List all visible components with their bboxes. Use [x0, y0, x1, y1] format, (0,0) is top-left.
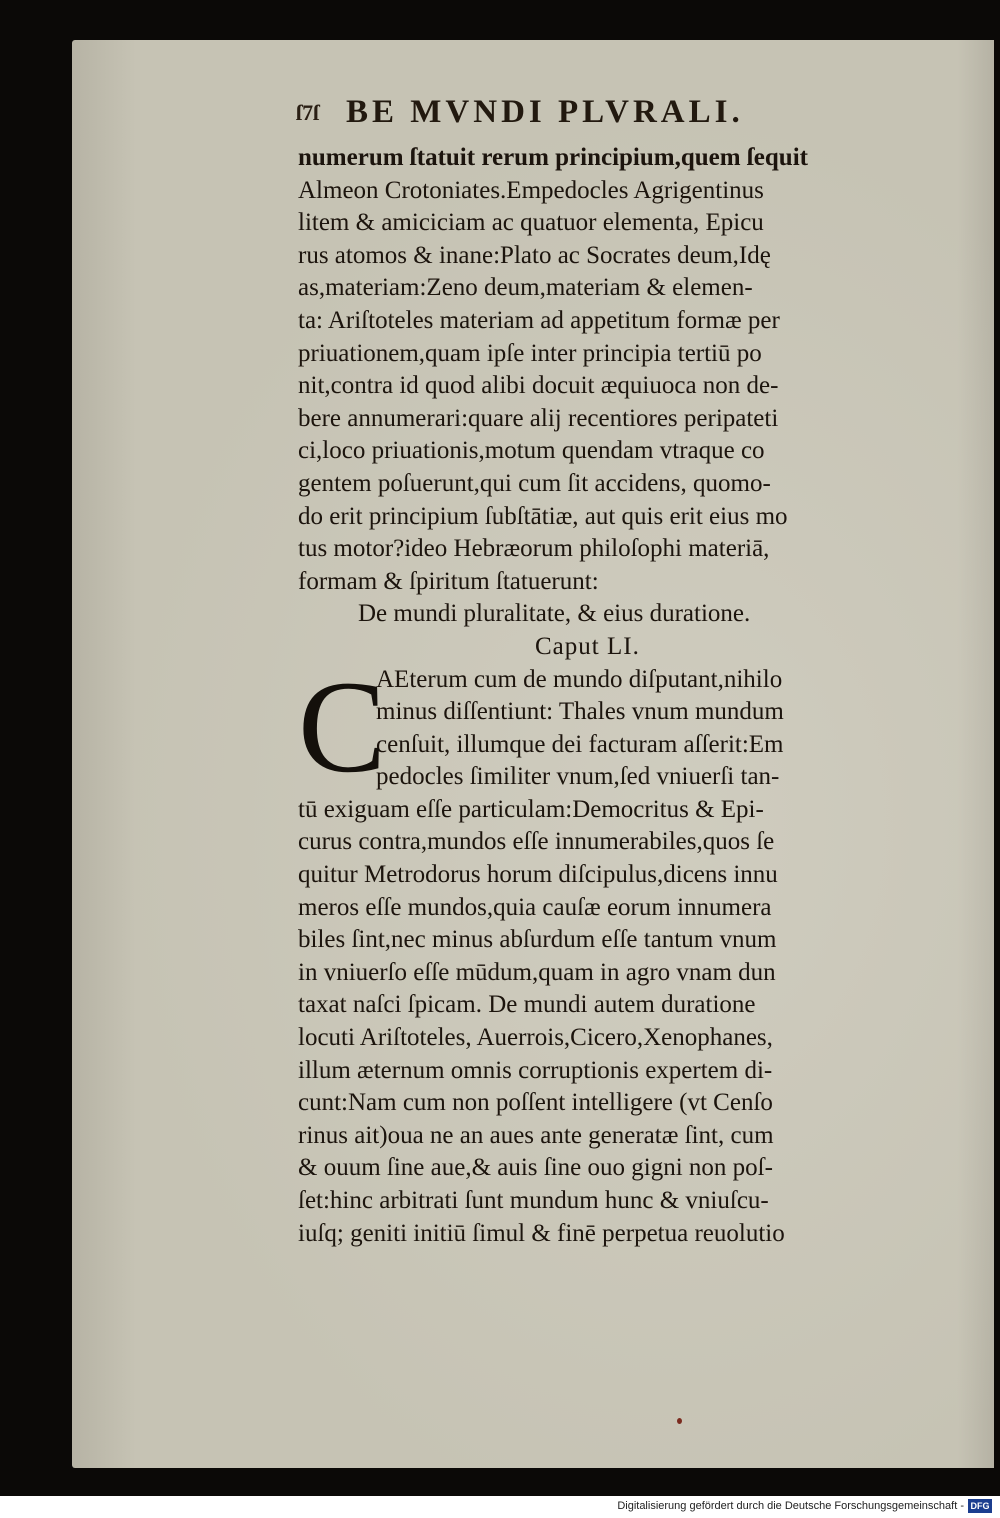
text-line: illum æternum omnis corruptionis expertem di-	[298, 1056, 773, 1084]
text-line: as,materiam:Zeno deum,materiam & elemen-	[298, 274, 753, 302]
paragraph-after-initial	[298, 794, 943, 1250]
text-line: curus contra,mundos eſſe innumerabiles,quos ſe	[298, 828, 775, 856]
chapter-heading: Caput LI.	[535, 632, 640, 660]
drop-initial: C	[298, 652, 387, 800]
text-line: AEterum cum de mundo diſputant,nihilo	[376, 665, 783, 693]
text-line: formam & ſpiritum ſtatuerunt:	[298, 567, 599, 595]
ink-spot	[677, 1418, 682, 1424]
text-line: rus atomos & inane:Plato ac Socrates deum,Idę	[298, 241, 771, 269]
text-line: in vniuerſo eſſe mūdum,quam in agro vnam dun	[298, 958, 776, 986]
text-line: meros eſſe mundos,quia cauſæ eorum innumera	[298, 893, 772, 921]
text-line: & ouum ſine aue,& auis ſine ouo gigni non poſ-	[298, 1154, 773, 1182]
text-line: ci,loco priuationis,motum quendam vtraque co	[298, 437, 765, 465]
text-line: locuti Ariſtoteles, Auerrois,Cicero,Xenophanes,	[298, 1024, 773, 1052]
text-line: taxat naſci ſpicam. De mundi autem duratione	[298, 991, 756, 1019]
text-line: do erit principium ſubſtātiæ, aut quis erit eius mo	[298, 502, 788, 530]
text-line: rinus ait)oua ne an aues ante generatæ ſint, cum	[298, 1121, 774, 1149]
text-line: litem & amiciciam ac quatuor elementa, Epicu	[298, 209, 764, 237]
text-line: priuationem,quam ipſe inter principia tertiū po	[298, 339, 762, 367]
text-line: biles ſint,nec minus abſurdum eſſe tantum vnum	[298, 926, 777, 954]
text-line: tus motor?ideo Hebræorum philoſophi materiā,	[298, 535, 770, 563]
section-title: De mundi pluralitate, & eius duratione.	[358, 600, 751, 628]
text-line: minus diſſentiunt: Thales vnum mundum	[376, 698, 784, 726]
paragraph-before-title	[298, 142, 943, 598]
chapter-opening	[298, 652, 943, 800]
text-line: tū exiguam eſſe particulam:Democritus & Epi-	[298, 795, 764, 823]
running-title: BE MVNDI PLVRALI.	[346, 94, 744, 130]
text-line: cenſuit, illumque dei facturam aſſerit:Em	[376, 730, 784, 758]
text-line: ta: Ariſtoteles materiam ad appetitum formæ per	[298, 306, 780, 334]
text-line: Almeon Crotoniates.Empedocles Agrigentinus	[298, 176, 764, 204]
text-line: cunt:Nam cum non poſſent intelligere (vt Cenſo	[298, 1089, 773, 1117]
text-line: quitur Metrodorus horum diſcipulus,dicens innu	[298, 861, 778, 889]
text-line: ſet:hinc arbitrati ſunt mundum hunc & vniuſcu-	[298, 1187, 769, 1214]
text-line: gentem poſuerunt,qui cum ſit accidens, quomo-	[298, 469, 771, 497]
page-mark: ſ7ſ	[296, 100, 320, 125]
text-line: nit,contra id quod alibi docuit æquiuoca non de-	[298, 372, 779, 400]
text-line: pedocles ſimiliter vnum,ſed vniuerſi tan-	[376, 763, 780, 791]
text-line: numerum ſtatuit rerum principium,quem ſequit	[298, 144, 808, 171]
running-header	[296, 94, 856, 131]
lines-beside-initial	[298, 652, 943, 800]
dfg-logo: DFG	[968, 1499, 992, 1513]
text-block	[298, 142, 943, 1250]
footer-bar	[0, 1496, 1000, 1518]
footer-credit: Digitalisierung gefördert durch die Deutsche Forschungsgemeinschaft -	[617, 1500, 964, 1512]
text-line: iuſq; geniti initiū ſimul & finē perpetua reuolutio	[298, 1219, 785, 1247]
text-line: bere annumerari:quare alij recentiores peripateti	[298, 404, 779, 432]
